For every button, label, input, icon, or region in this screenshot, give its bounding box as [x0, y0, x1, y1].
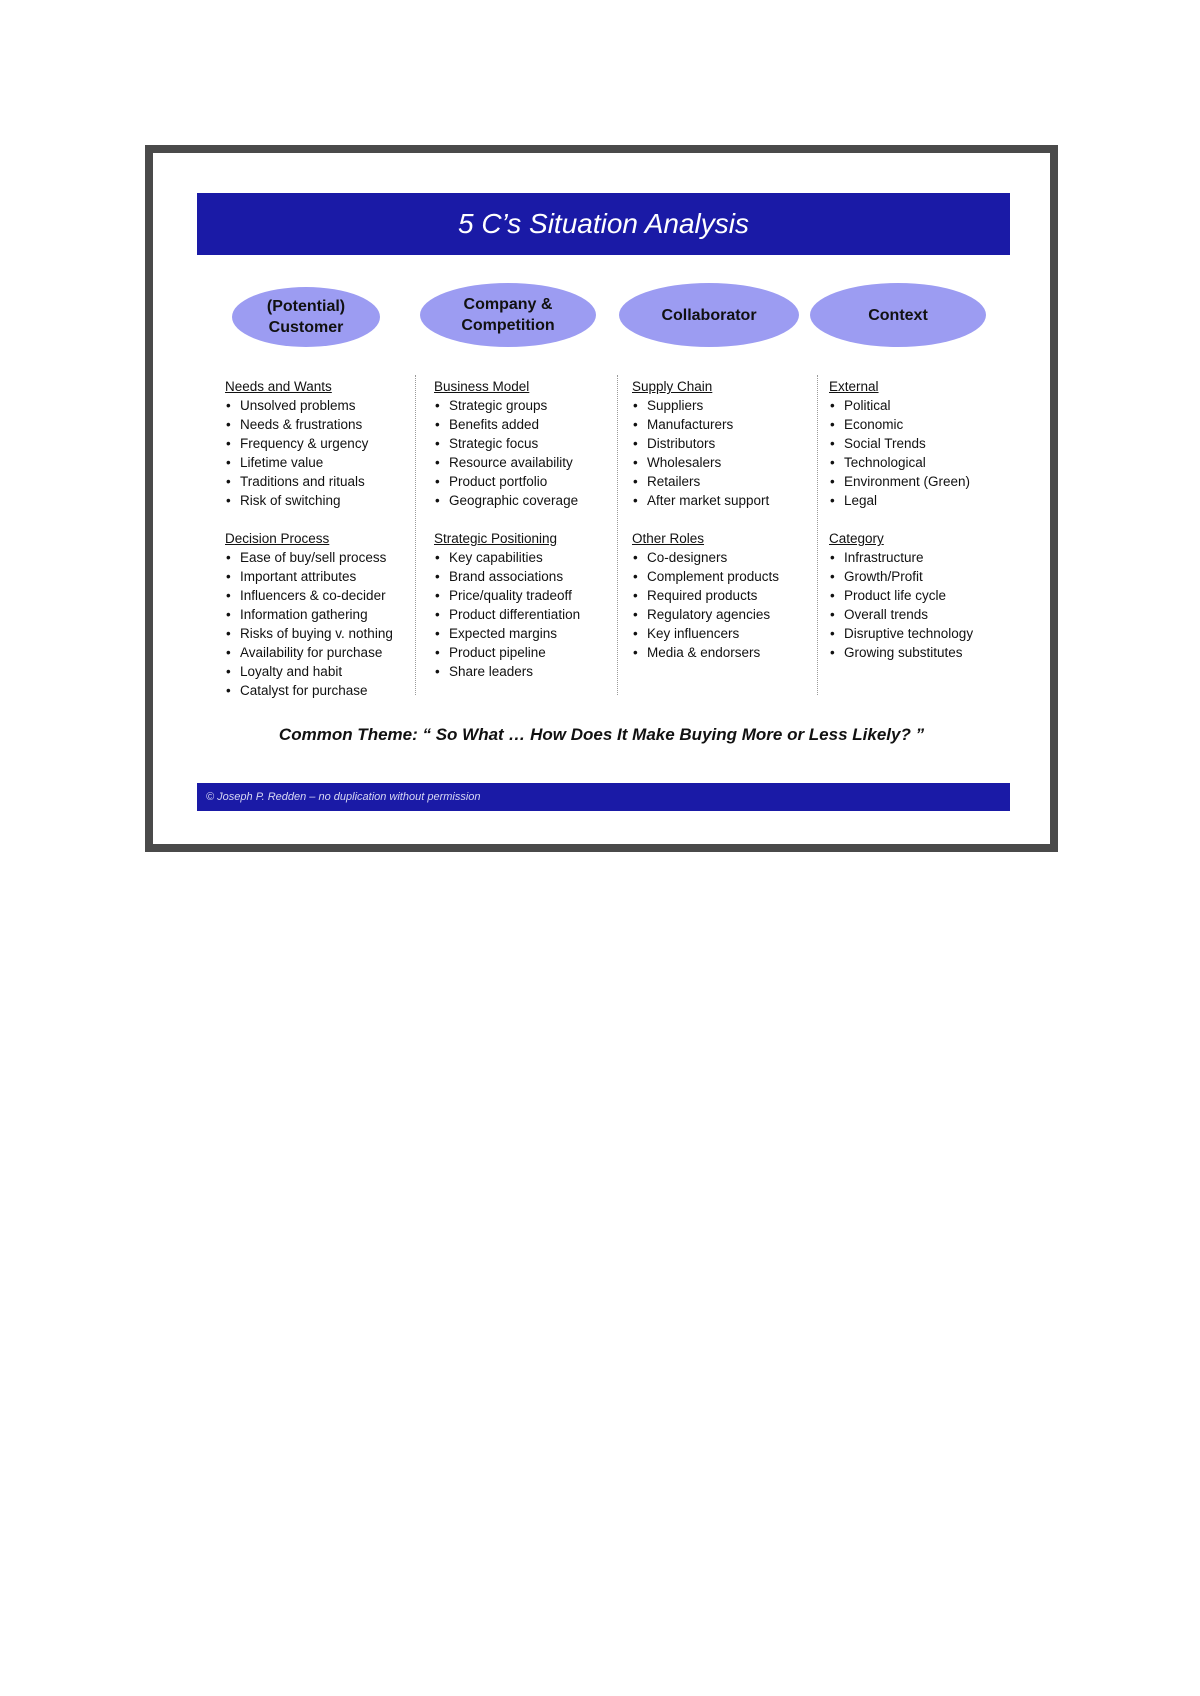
section — [829, 529, 1009, 662]
list-item: • Traditions and rituals — [225, 472, 411, 491]
list-item: • Product life cycle — [829, 586, 1009, 605]
oval-company-competition: Company & Competition — [420, 283, 596, 347]
list-item: • Infrastructure — [829, 548, 1009, 567]
section-heading: Needs and Wants — [225, 379, 332, 394]
list-item: • Product differentiation — [434, 605, 614, 624]
list-item: • Economic — [829, 415, 1009, 434]
list-item: • Media & endorsers — [632, 643, 807, 662]
section-heading: Business Model — [434, 379, 530, 394]
footer-bar — [197, 783, 1010, 811]
section — [225, 529, 411, 700]
slide-title: 5 C’s Situation Analysis — [457, 208, 750, 239]
column-customer — [225, 377, 411, 700]
list-item: • Unsolved problems — [225, 396, 411, 415]
list-item: • Regulatory agencies — [632, 605, 807, 624]
list-item: • Complement products — [632, 567, 807, 586]
list-item: • Growth/Profit — [829, 567, 1009, 586]
list-item: • Loyalty and habit — [225, 662, 411, 681]
section-heading: Decision Process — [225, 531, 330, 546]
section — [225, 377, 411, 510]
list-item: • Key influencers — [632, 624, 807, 643]
section-heading: Other Roles — [632, 531, 705, 546]
bullet-list — [632, 396, 807, 510]
list-item: • Availability for purchase — [225, 643, 411, 662]
bullet-list — [434, 548, 614, 681]
list-item: • Suppliers — [632, 396, 807, 415]
list-item: • Technological — [829, 453, 1009, 472]
list-item: • Strategic focus — [434, 434, 614, 453]
bullet-list — [225, 396, 411, 510]
oval-collaborator: Collaborator — [619, 283, 799, 347]
list-item: • Overall trends — [829, 605, 1009, 624]
list-item: • Resource availability — [434, 453, 614, 472]
section-heading: Category — [829, 531, 884, 546]
section-heading: Strategic Positioning — [434, 531, 558, 546]
list-item: • Needs & frustrations — [225, 415, 411, 434]
list-item: • Brand associations — [434, 567, 614, 586]
column-divider — [617, 375, 618, 695]
list-item: • Price/quality tradeoff — [434, 586, 614, 605]
bullet-list — [225, 548, 411, 700]
column-divider — [415, 375, 416, 695]
list-item: • Strategic groups — [434, 396, 614, 415]
section — [434, 529, 614, 681]
common-theme: Common Theme: “ So What … How Does It Make Buying More or Less Likely? ” — [278, 725, 925, 744]
copyright-notice: © Joseph P. Redden – no duplication without permission — [206, 791, 481, 803]
list-item: • Risks of buying v. nothing — [225, 624, 411, 643]
list-item: • Lifetime value — [225, 453, 411, 472]
list-item: • After market support — [632, 491, 807, 510]
list-item: • Product pipeline — [434, 643, 614, 662]
section-heading: Supply Chain — [632, 379, 713, 394]
list-item: • Important attributes — [225, 567, 411, 586]
bullet-list — [632, 548, 807, 662]
section — [434, 377, 614, 510]
list-item: • Benefits added — [434, 415, 614, 434]
list-item: • Information gathering — [225, 605, 411, 624]
list-item: • Distributors — [632, 434, 807, 453]
list-item: • Retailers — [632, 472, 807, 491]
section — [632, 529, 807, 662]
oval-customer: (Potential) Customer — [232, 287, 380, 347]
section-heading: External — [829, 379, 879, 394]
slide-frame — [145, 145, 1058, 852]
list-item: • Geographic coverage — [434, 491, 614, 510]
section — [632, 377, 807, 510]
column-context — [829, 377, 1009, 662]
column-divider — [817, 375, 818, 695]
list-item: • Political — [829, 396, 1009, 415]
title-bar — [197, 193, 1010, 255]
list-item: • Required products — [632, 586, 807, 605]
list-item: • Key capabilities — [434, 548, 614, 567]
list-item: • Manufacturers — [632, 415, 807, 434]
list-item: • Catalyst for purchase — [225, 681, 411, 700]
list-item: • Social Trends — [829, 434, 1009, 453]
column-company-competition — [434, 377, 614, 681]
bullet-list — [829, 548, 1009, 662]
list-item: • Co-designers — [632, 548, 807, 567]
oval-context: Context — [810, 283, 986, 347]
bullet-list — [434, 396, 614, 510]
list-item: • Share leaders — [434, 662, 614, 681]
list-item: • Environment (Green) — [829, 472, 1009, 491]
list-item: • Disruptive technology — [829, 624, 1009, 643]
list-item: • Frequency & urgency — [225, 434, 411, 453]
list-item: • Influencers & co-decider — [225, 586, 411, 605]
list-item: • Legal — [829, 491, 1009, 510]
list-item: • Wholesalers — [632, 453, 807, 472]
bullet-list — [829, 396, 1009, 510]
list-item: • Expected margins — [434, 624, 614, 643]
list-item: • Product portfolio — [434, 472, 614, 491]
list-item: • Risk of switching — [225, 491, 411, 510]
column-collaborator — [632, 377, 807, 662]
section — [829, 377, 1009, 510]
list-item: • Growing substitutes — [829, 643, 1009, 662]
list-item: • Ease of buy/sell process — [225, 548, 411, 567]
